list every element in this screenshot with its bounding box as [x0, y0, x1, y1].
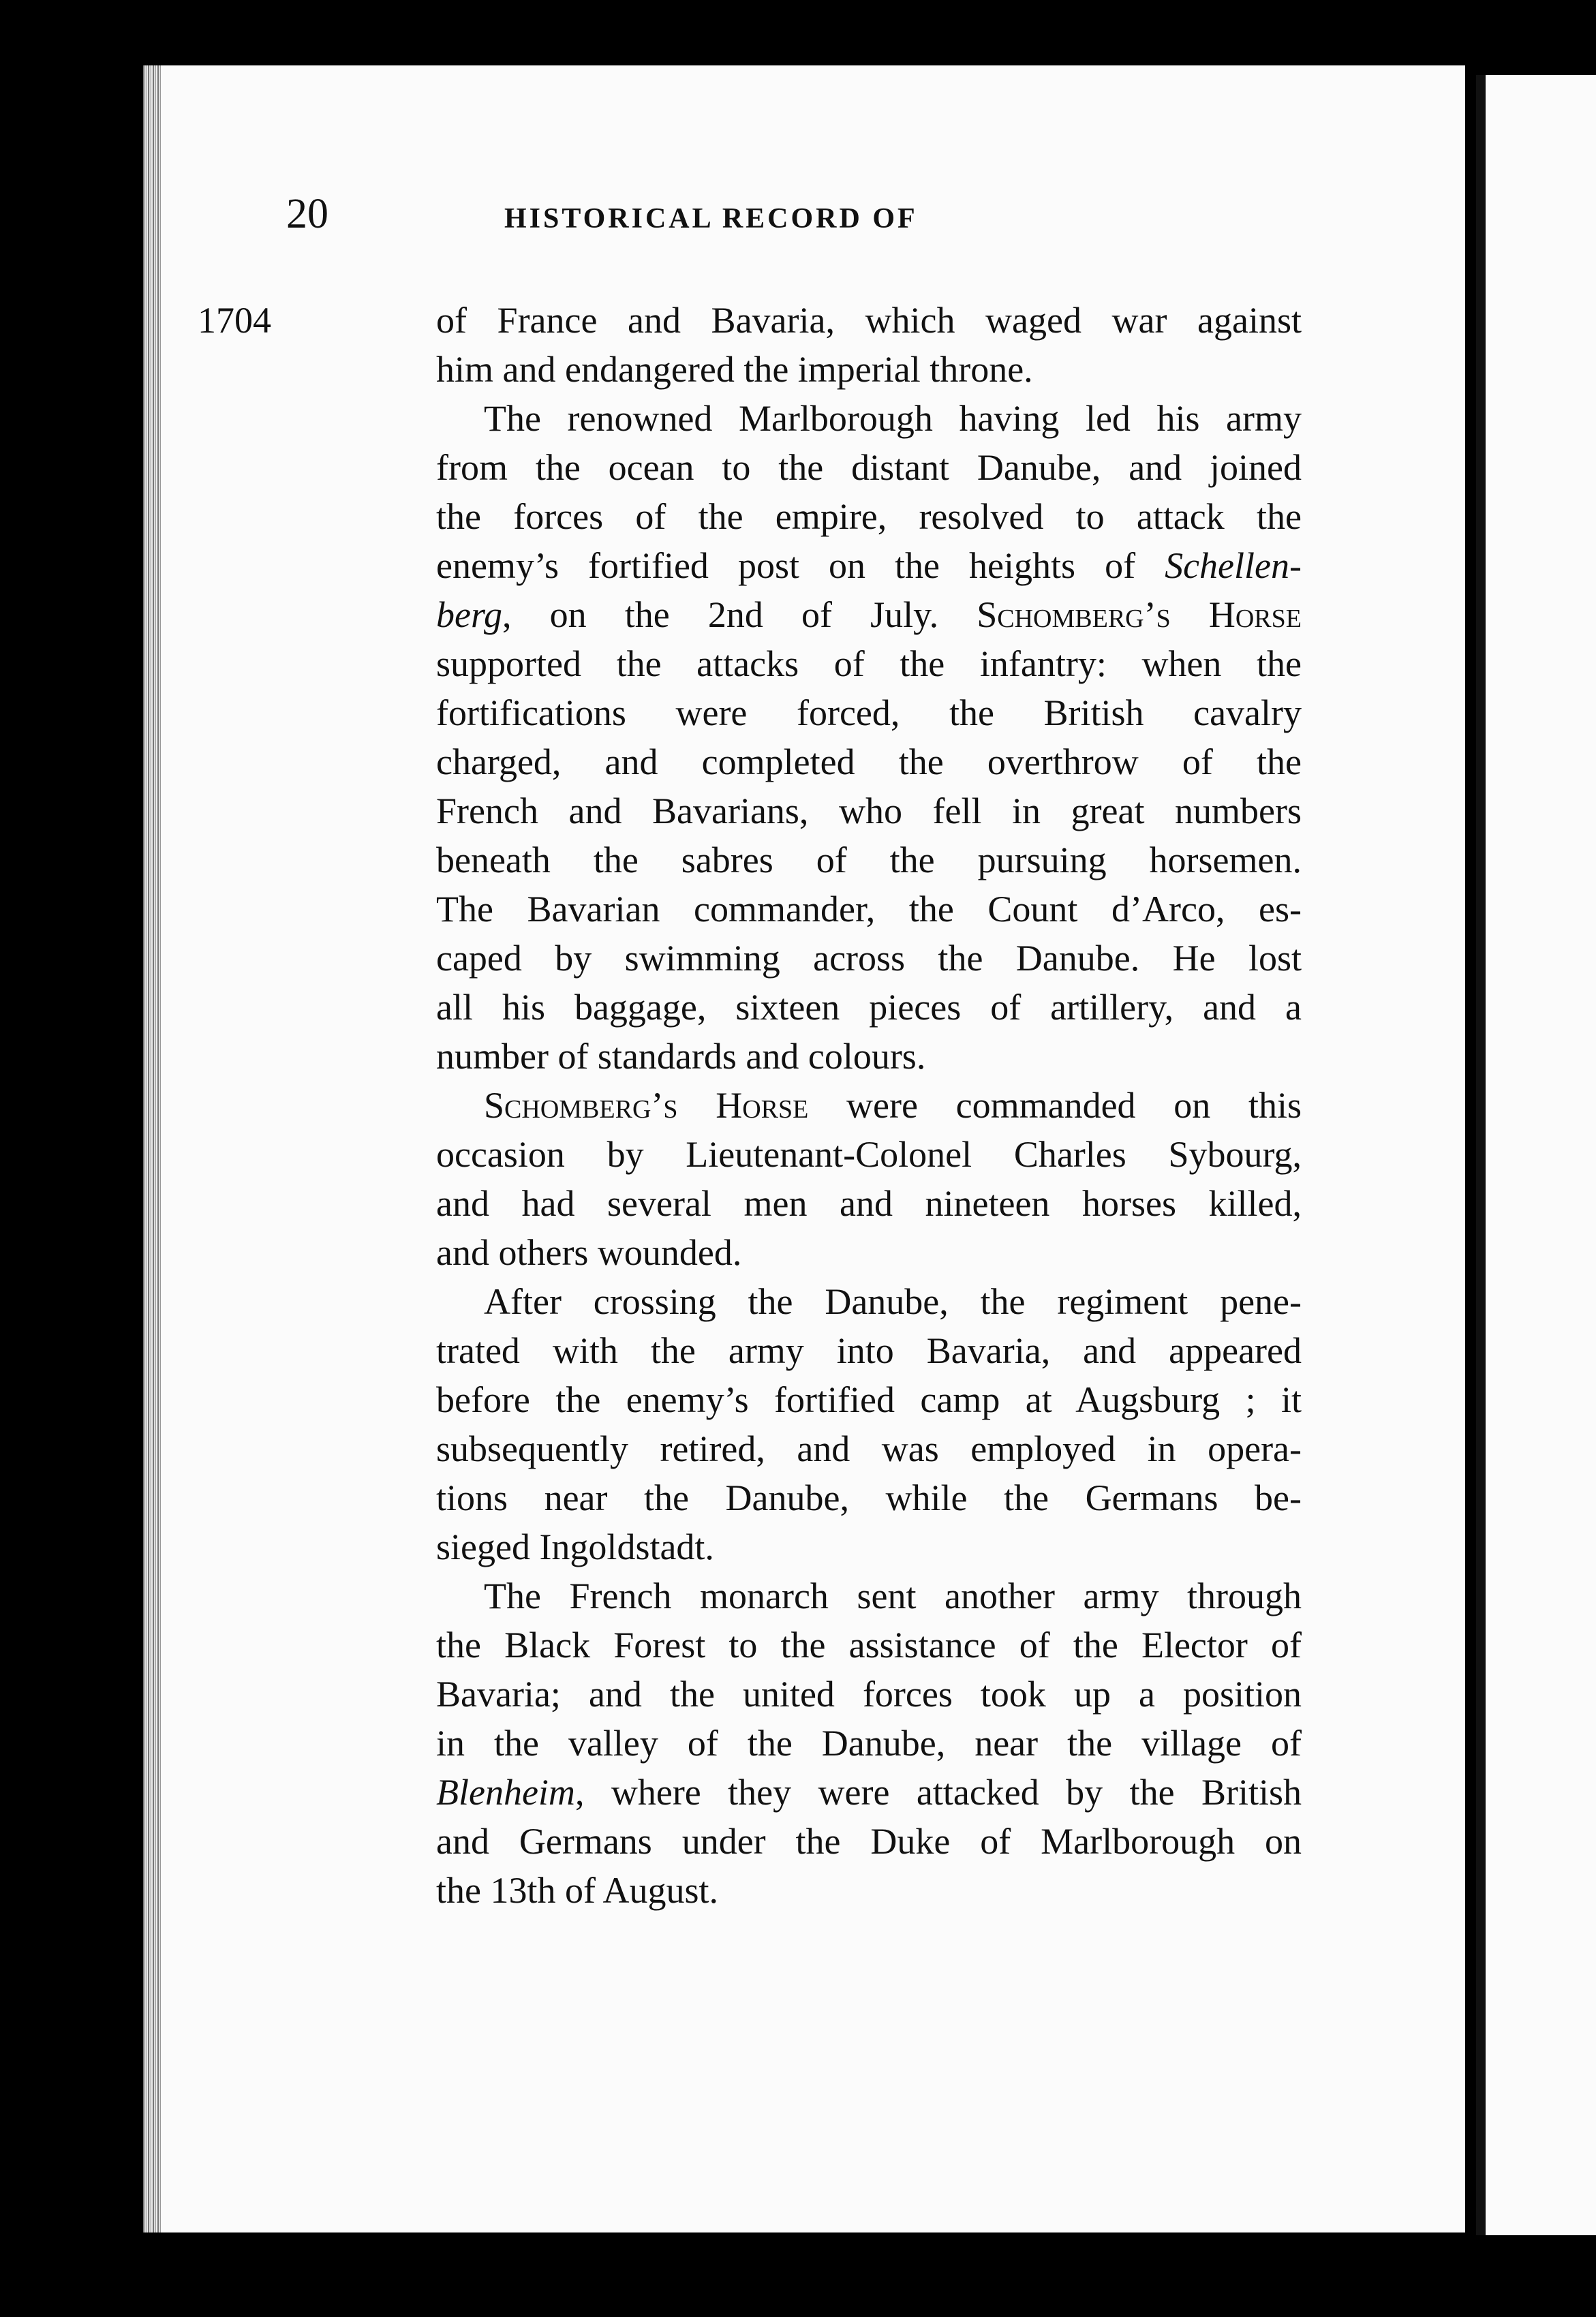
- running-head: HISTORICAL RECORD OF: [504, 203, 918, 234]
- text-line: sieged Ingoldstadt.: [436, 1526, 714, 1567]
- text-line: [484, 1087, 1302, 1124]
- text-line: charged, and completed the overthrow of the: [436, 741, 1302, 782]
- text-line: the 13th of August.: [436, 1870, 718, 1911]
- text-line: [436, 547, 1302, 584]
- text-line: tions near the Danube, while the Germans be-: [436, 1477, 1302, 1518]
- text-line: [436, 596, 1302, 633]
- margin-year: 1704: [198, 300, 271, 341]
- text-line: all his baggage, sixteen pieces of artillery, and a: [436, 987, 1302, 1028]
- text-line: occasion by Lieutenant-Colonel Charles Sybourg,: [436, 1134, 1302, 1175]
- text-line: subsequently retired, and was employed in opera-: [436, 1428, 1302, 1469]
- text-line: supported the attacks of the infantry: when the: [436, 643, 1302, 684]
- text-line: After crossing the Danube, the regiment pene-: [484, 1281, 1302, 1322]
- text-run: enemy’s fortified post on the heights of: [436, 545, 1165, 586]
- text-line: and Germans under the Duke of Marlborough on: [436, 1821, 1302, 1862]
- text-run: , on the 2nd of July.: [502, 594, 977, 635]
- place-name-schellenberg: Schellen-: [1165, 545, 1302, 586]
- text-run: were commanded on this: [808, 1085, 1302, 1126]
- text-line: and others wounded.: [436, 1232, 742, 1273]
- text-line: of France and Bavaria, which waged war against: [436, 300, 1302, 341]
- regiment-name: Schomberg’s Horse: [484, 1085, 809, 1126]
- text-line: him and endangered the imperial throne.: [436, 349, 1033, 390]
- text-line: and had several men and nineteen horses killed,: [436, 1183, 1302, 1224]
- text-run: , where they were attacked by the British: [574, 1772, 1302, 1813]
- page-edge: [143, 65, 161, 2232]
- text-line: [436, 1774, 1302, 1811]
- text-line: The renowned Marlborough having led his army: [484, 398, 1302, 439]
- place-name-blenheim: Blenheim: [436, 1772, 575, 1813]
- text-line: trated with the army into Bavaria, and appeared: [436, 1330, 1302, 1371]
- text-line: French and Bavarians, who fell in great numbers: [436, 791, 1302, 831]
- facing-page-edge: [1476, 75, 1596, 2235]
- text-line: The Bavarian commander, the Count d’Arco, es-: [436, 889, 1302, 930]
- text-line: The French monarch sent another army through: [484, 1576, 1302, 1616]
- page-number: 20: [286, 191, 328, 237]
- text-line: number of standards and colours.: [436, 1036, 926, 1077]
- text-line: fortifications were forced, the British cavalry: [436, 692, 1302, 733]
- text-line: from the ocean to the distant Danube, and joined: [436, 447, 1302, 488]
- text-line: Bavaria; and the united forces took up a position: [436, 1674, 1302, 1715]
- text-line: caped by swimming across the Danube. He lost: [436, 938, 1302, 979]
- regiment-name: Schomberg’s Horse: [977, 594, 1302, 635]
- text-line: the Black Forest to the assistance of the Elector of: [436, 1625, 1302, 1666]
- text-line: in the valley of the Danube, near the village of: [436, 1723, 1302, 1764]
- place-name-schellenberg-cont: berg: [436, 594, 502, 635]
- text-line: before the enemy’s fortified camp at Augsburg ; it: [436, 1379, 1302, 1420]
- text-line: the forces of the empire, resolved to attack the: [436, 496, 1302, 537]
- text-line: beneath the sabres of the pursuing horsemen.: [436, 840, 1302, 880]
